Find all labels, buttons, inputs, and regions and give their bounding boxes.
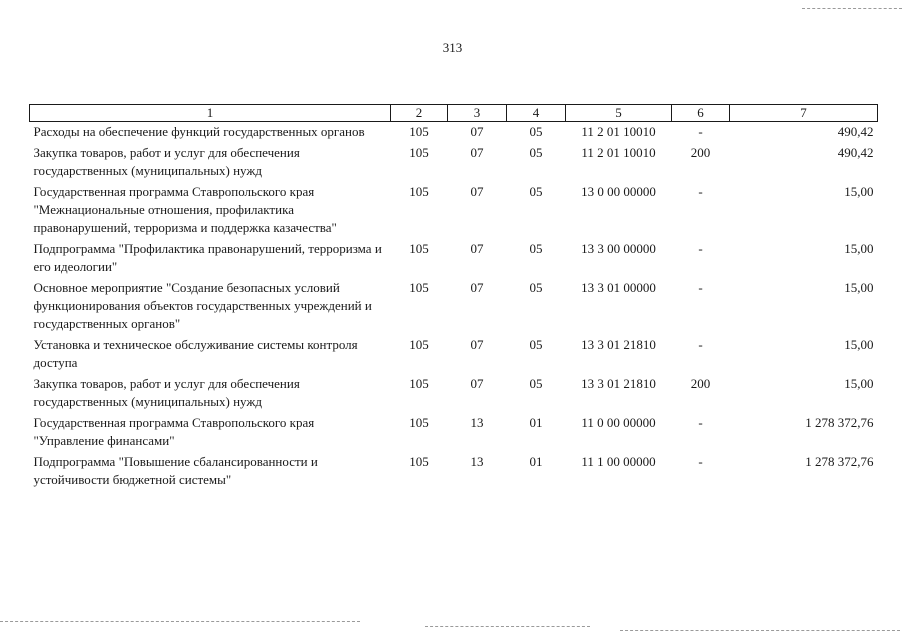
row-col-4: 05 — [529, 337, 543, 352]
table-row — [30, 239, 878, 278]
header-col-4: 4 — [507, 105, 566, 122]
row-col-6: 200 — [690, 376, 711, 391]
row-col-5: 13 3 01 21810 — [581, 376, 656, 391]
row-name: Основное мероприятие "Создание безопасных условий функционирования объектов государственных учреждений и государственных органов" — [33, 280, 372, 331]
header-col-2: 2 — [391, 105, 448, 122]
row-name: Подпрограмма "Повышение сбалансированности и устойчивости бюджетной системы" — [33, 454, 318, 487]
row-col-2: 105 — [409, 454, 429, 469]
row-col-5: 13 3 01 21810 — [581, 337, 656, 352]
table-row — [30, 182, 878, 239]
row-col-5: 11 0 00 00000 — [581, 415, 656, 430]
table-row — [30, 143, 878, 182]
table-row — [30, 452, 878, 491]
header-col-3: 3 — [448, 105, 507, 122]
row-amount: 15,00 — [844, 280, 874, 295]
row-col-3: 13 — [470, 454, 484, 469]
row-col-4: 01 — [529, 454, 543, 469]
scan-artifact-line — [802, 8, 902, 9]
scan-artifact-line — [0, 621, 360, 622]
row-col-3: 07 — [470, 337, 484, 352]
row-name: Государственная программа Ставропольского края "Межнациональные отношения, профилактика правонарушений, терроризма и поддержка казачества" — [33, 184, 337, 235]
row-col-2: 105 — [409, 124, 429, 139]
row-col-4: 05 — [529, 376, 543, 391]
row-col-6: - — [698, 415, 703, 430]
row-name: Закупка товаров, работ и услуг для обеспечения государственных (муниципальных) нужд — [33, 376, 300, 409]
row-col-2: 105 — [409, 280, 429, 295]
row-col-3: 07 — [470, 124, 484, 139]
row-amount: 1 278 372,76 — [805, 454, 874, 469]
row-amount: 15,00 — [844, 184, 874, 199]
row-col-4: 01 — [529, 415, 543, 430]
header-row — [30, 105, 878, 122]
row-col-5: 11 1 00 00000 — [581, 454, 656, 469]
header-col-5: 5 — [566, 105, 672, 122]
row-col-6: 200 — [690, 145, 711, 160]
row-col-4: 05 — [529, 184, 543, 199]
table-row — [30, 374, 878, 413]
row-amount: 490,42 — [837, 124, 874, 139]
row-col-6: - — [698, 241, 703, 256]
row-col-6: - — [698, 280, 703, 295]
row-col-5: 13 0 00 00000 — [581, 184, 656, 199]
row-amount: 15,00 — [844, 241, 874, 256]
scan-artifact-line — [425, 626, 590, 627]
table-row — [30, 335, 878, 374]
row-col-4: 05 — [529, 241, 543, 256]
row-col-3: 07 — [470, 241, 484, 256]
scan-artifact-line — [620, 630, 900, 631]
header-col-1: 1 — [30, 105, 391, 122]
row-col-6: - — [698, 454, 703, 469]
row-name: Расходы на обеспечение функций государственных органов — [33, 124, 365, 139]
header-col-6: 6 — [672, 105, 730, 122]
row-col-5: 13 3 00 00000 — [581, 241, 656, 256]
row-col-2: 105 — [409, 145, 429, 160]
row-name: Установка и техническое обслуживание системы контроля доступа — [33, 337, 358, 370]
header-col-7: 7 — [730, 105, 878, 122]
table-row — [30, 278, 878, 335]
row-col-2: 105 — [409, 337, 429, 352]
row-name: Подпрограмма "Профилактика правонарушений, терроризма и его идеологии" — [33, 241, 382, 274]
row-col-2: 105 — [409, 184, 429, 199]
row-col-3: 07 — [470, 145, 484, 160]
table-row — [30, 413, 878, 452]
row-col-3: 07 — [470, 280, 484, 295]
row-col-5: 13 3 01 00000 — [581, 280, 656, 295]
row-col-4: 05 — [529, 280, 543, 295]
row-col-3: 07 — [470, 184, 484, 199]
row-amount: 15,00 — [844, 337, 874, 352]
row-col-2: 105 — [409, 376, 429, 391]
row-col-5: 11 2 01 10010 — [581, 124, 656, 139]
row-col-3: 13 — [470, 415, 484, 430]
row-amount: 1 278 372,76 — [805, 415, 874, 430]
row-col-6: - — [698, 184, 703, 199]
table-row — [30, 122, 878, 144]
table-body — [30, 122, 878, 492]
row-col-2: 105 — [409, 415, 429, 430]
row-col-6: - — [698, 337, 703, 352]
row-col-3: 07 — [470, 376, 484, 391]
table-header — [30, 105, 878, 122]
row-col-4: 05 — [529, 145, 543, 160]
row-name: Государственная программа Ставропольского края "Управление финансами" — [33, 415, 315, 448]
row-name: Закупка товаров, работ и услуг для обеспечения государственных (муниципальных) нужд — [33, 145, 300, 178]
row-col-6: - — [698, 124, 703, 139]
row-col-2: 105 — [409, 241, 429, 256]
page-number: 313 — [442, 40, 463, 55]
row-amount: 490,42 — [837, 145, 874, 160]
budget-table — [29, 104, 878, 491]
row-col-5: 11 2 01 10010 — [581, 145, 656, 160]
row-amount: 15,00 — [844, 376, 874, 391]
row-col-4: 05 — [529, 124, 543, 139]
